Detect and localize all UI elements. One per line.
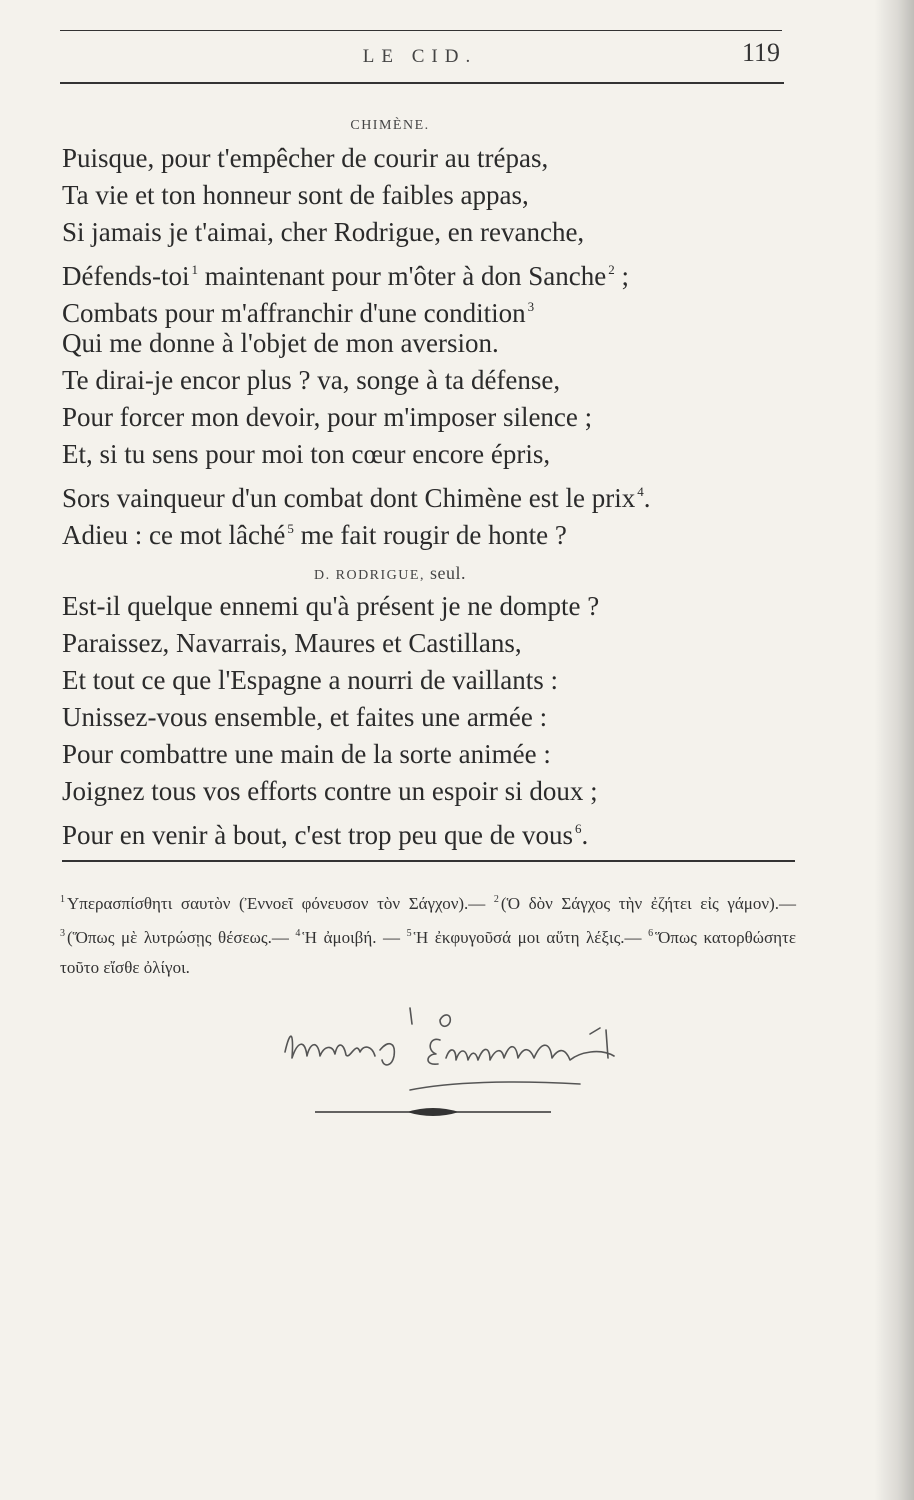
- verse-line: [62, 699, 599, 736]
- verse-line: [62, 773, 599, 810]
- footnote-ref: 2: [608, 262, 615, 277]
- speaker-rodrigue: [60, 563, 720, 584]
- verse-line: [62, 288, 651, 328]
- verse-line: [62, 177, 651, 214]
- handwritten-signature: [280, 1000, 630, 1100]
- verse-text: Te dirai-je encor plus ? va, songe à ta défense,: [62, 365, 561, 395]
- footnote-ref: 4: [637, 484, 644, 499]
- verse-line: [62, 214, 651, 251]
- verse-text: me fait rougir de honte ?: [293, 520, 567, 550]
- footnote-number: 2: [493, 894, 499, 905]
- end-ornament: [315, 1103, 551, 1123]
- verse-text: Combats pour m'affranchir d'une condition: [62, 298, 526, 328]
- running-title: LE CID.: [362, 46, 478, 67]
- verse-text: Est-il quelque ennemi qu'à présent je ne dompte ?: [62, 591, 600, 621]
- footnote-ref: 5: [287, 521, 294, 536]
- footnote-ref: 3: [527, 299, 535, 314]
- verse-text: Qui me donne à l'objet de mon aversion.: [62, 328, 499, 358]
- verse-line: [62, 810, 599, 850]
- verse-line: [62, 362, 651, 399]
- verse-line: [62, 625, 599, 662]
- footnote-item: [60, 928, 295, 947]
- verse-text: Puisque, pour t'empêcher de courir au trépas,: [62, 143, 549, 173]
- verse-text: maintenant pour m'ôter à don Sanche: [197, 261, 607, 291]
- verse-text: .: [643, 483, 651, 513]
- verse-text: ;: [614, 261, 629, 291]
- verse-line: [62, 510, 651, 550]
- footnote-ref: 6: [575, 821, 582, 836]
- speaker-chimene: CHIMÈNE.: [350, 118, 430, 133]
- verse-line: [62, 399, 651, 436]
- running-head: [60, 38, 780, 78]
- verse-line: [62, 325, 651, 362]
- footnote-item: [60, 894, 494, 913]
- verse-text: Paraissez, Navarrais, Maures et Castillans,: [62, 628, 522, 658]
- top-rule: [60, 30, 782, 31]
- footnote-item: [295, 928, 406, 947]
- verse-line: [62, 140, 651, 177]
- footnote-ref: 1: [191, 262, 198, 277]
- header-rule: [60, 82, 784, 84]
- footnote-text: Ὅπως κατορθώσητε τοῦτο εἴσθε ὀλίγοι.: [60, 928, 796, 977]
- footnote-text: (Ὅπως μὲ λυτρώσῃς θέσεως.—: [67, 928, 296, 947]
- verse-block-rodrigue: [62, 588, 600, 850]
- footnote-text: (Ὁ δὸν Σάγχος τὴν ἐζήτει εἰς γάμον).—: [500, 894, 796, 913]
- verse-line: [62, 251, 651, 291]
- verse-text: Joignez tous vos efforts contre un espoir si doux ;: [62, 776, 598, 806]
- footnote-number: 6: [648, 928, 654, 939]
- verse-text: Pour forcer mon devoir, pour m'imposer silence ;: [62, 402, 593, 432]
- verse-text: .: [581, 820, 589, 850]
- footnote-number: 4: [295, 928, 301, 939]
- footnote-item: [407, 928, 649, 947]
- page-edge-shadow: [874, 0, 914, 1500]
- footnote-item: [494, 894, 796, 913]
- verse-text: Pour en venir à bout, c'est trop peu que de vous: [62, 820, 573, 850]
- footnote-number: 1: [60, 894, 65, 905]
- page-number: 119: [741, 38, 780, 67]
- verse-line: [62, 736, 599, 773]
- footnote-number: 5: [406, 928, 412, 939]
- verse-text: Sors vainqueur d'un combat dont Chimène est le prix: [62, 483, 636, 513]
- verse-block-chimene: [62, 140, 651, 550]
- verse-line: [62, 662, 599, 699]
- verse-text: Ta vie et ton honneur sont de faibles appas,: [62, 180, 529, 210]
- footnote-number: 3: [60, 928, 65, 939]
- speaker-rodrigue-note: seul.: [429, 563, 466, 583]
- verse-text: Si jamais je t'aimai, cher Rodrigue, en revanche,: [62, 217, 585, 247]
- footnotes: [60, 885, 796, 983]
- verse-line: [62, 436, 651, 473]
- footnote-rule: [62, 860, 795, 862]
- speaker-rodrigue-name: D. RODRIGUE,: [314, 568, 425, 583]
- footnote-text: Ἡ ἐκφυγοῦσά μοι αὕτη λέξις.—: [413, 928, 649, 947]
- verse-line: [62, 473, 651, 513]
- verse-text: Adieu : ce mot lâché: [62, 520, 286, 550]
- footnote-text: Υπερασπίσθητι σαυτὸν (Ἐννοεῖ φόνευσον τὸν Σάγχον).—: [67, 894, 494, 913]
- verse-text: Et tout ce que l'Espagne a nourri de vaillants :: [62, 665, 558, 695]
- verse-text: Et, si tu sens pour moi ton cœur encore épris,: [62, 439, 551, 469]
- footnote-text: Ἡ ἀμοιβή. —: [302, 928, 407, 947]
- verse-text: Pour combattre une main de la sorte animée :: [62, 739, 551, 769]
- verse-line: [62, 588, 599, 625]
- verse-text: Unissez-vous ensemble, et faites une armée :: [62, 702, 548, 732]
- verse-text: Défends-toi: [62, 261, 190, 291]
